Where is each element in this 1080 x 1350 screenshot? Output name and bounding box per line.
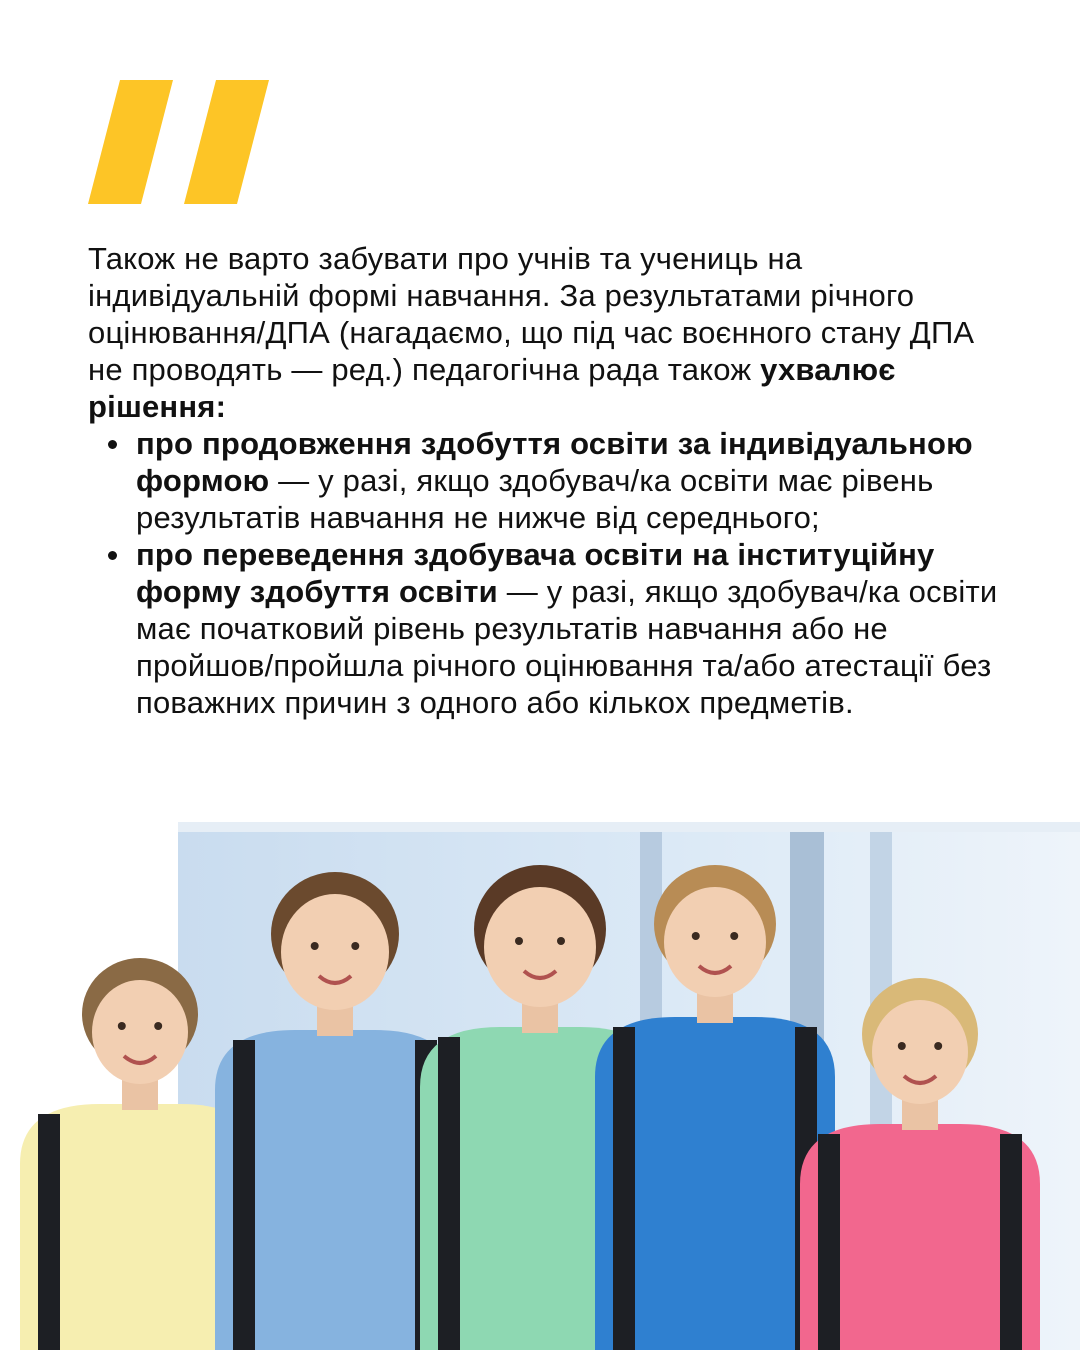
child-eye (898, 1042, 906, 1050)
child-eye (154, 1022, 162, 1030)
list-item (88, 536, 1008, 721)
backpack-strap (818, 1134, 840, 1350)
intro-paragraph (88, 240, 1008, 425)
child-eye (934, 1042, 942, 1050)
list-item-text: — у разі, якщо здобувач/ка освіти має рівень результатів навчання не нижче від середнього; (136, 463, 934, 535)
child-face (664, 887, 766, 997)
list-item (88, 425, 1008, 536)
list-item-text: — у разі, якщо здобувач/ка освіти має початковий рівень результатів навчання або не пройшов/пройшла річного оцінювання та/або атестації без поважних причин з одного або кількох предметів. (136, 574, 998, 720)
child-eye (557, 937, 565, 945)
child-eye (118, 1022, 126, 1030)
list-item-bold: про продовження здобуття освіти за індивідуальною формою (136, 426, 973, 498)
backpack-strap (233, 1040, 255, 1350)
backpack-strap (1000, 1134, 1022, 1350)
intro-bold: ухвалює рішення: (88, 352, 896, 424)
child-eye (515, 937, 523, 945)
article-text (88, 240, 1008, 721)
child-face (872, 1000, 968, 1104)
backpack-strap (38, 1114, 60, 1350)
child-eye (351, 942, 359, 950)
child-eye (692, 932, 700, 940)
intro-text: Також не варто забувати про учнів та учениць на індивідуальній формі навчання. За результатами річного оцінювання/ДПА (нагадаємо, що під час воєнного стану ДПА не проводять — ред.) педагогічна рада також (88, 241, 975, 387)
backpack-strap (438, 1037, 460, 1350)
child-face (92, 980, 188, 1084)
quotation-mark-icon (0, 0, 300, 220)
child-eye (311, 942, 319, 950)
child-face (281, 894, 389, 1010)
list-item-bold: про переведення здобувача освіти на інституційну форму здобуття освіти (136, 537, 935, 609)
decisions-list (88, 425, 1008, 721)
backpack-strap (613, 1027, 635, 1350)
child-eye (730, 932, 738, 940)
children-photo (0, 822, 1080, 1350)
child-face (484, 887, 596, 1007)
